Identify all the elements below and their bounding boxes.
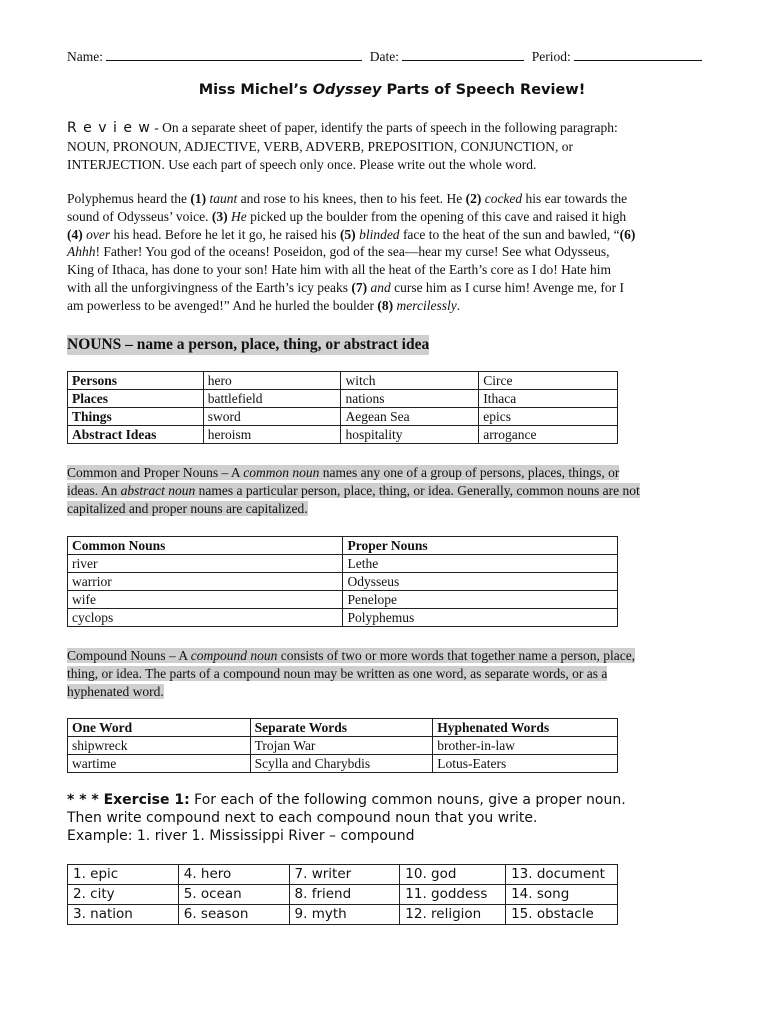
text-span: NOUN, PRONOUN, ADJECTIVE, VERB, ADVERB, PREPOSITION, CONJUNCTION, or bbox=[67, 138, 574, 154]
text-span: cocked bbox=[481, 191, 523, 206]
text-span: Then write compound next to each compound noun that you write. bbox=[67, 809, 538, 826]
text-span: Odysseus bbox=[343, 573, 618, 591]
text-span: face to the heat of the sun and bawled, “ bbox=[399, 226, 620, 242]
page-title bbox=[67, 82, 717, 98]
text-span: He bbox=[227, 208, 247, 224]
text-span: * * * Exercise 1: bbox=[67, 792, 190, 808]
text-span: Abstract Ideas bbox=[68, 426, 204, 444]
text-span: Trojan War bbox=[250, 737, 433, 755]
text-span: . bbox=[456, 297, 461, 313]
text-span: compound noun bbox=[190, 648, 278, 663]
text-span: Scylla and Charybdis bbox=[250, 755, 433, 773]
text-span: 2. city bbox=[68, 885, 179, 905]
text-span: 14. song bbox=[506, 885, 618, 905]
text-span: 7. writer bbox=[289, 865, 400, 885]
text-span: ideas. An bbox=[67, 482, 121, 498]
text-span: 5. ocean bbox=[178, 885, 289, 905]
text-span: (5) bbox=[339, 226, 356, 242]
text-span: names any one of a group of persons, places, things, or bbox=[319, 465, 620, 480]
text-span: 11. goddess bbox=[400, 885, 506, 905]
text-span: witch bbox=[341, 372, 479, 390]
text-span: (7) bbox=[351, 279, 368, 295]
text-span: curse him as I curse him! Avenge me, for I bbox=[390, 279, 624, 295]
period-label: Period: bbox=[531, 49, 571, 64]
text-span: warrior bbox=[68, 573, 343, 591]
text-span: river bbox=[68, 555, 343, 573]
table-row bbox=[68, 609, 618, 627]
text-span: Things bbox=[68, 408, 204, 426]
text-span: mercilessly bbox=[393, 297, 457, 313]
name-field[interactable] bbox=[106, 48, 362, 61]
text-span: nations bbox=[341, 390, 479, 408]
text-span: Penelope bbox=[343, 591, 618, 609]
text-span: Miss Michel’s bbox=[198, 82, 313, 98]
table-row bbox=[68, 865, 618, 885]
text-span: 4. hero bbox=[178, 865, 289, 885]
table-header-row bbox=[68, 537, 618, 555]
text-span: epics bbox=[479, 408, 618, 426]
table-row bbox=[68, 573, 618, 591]
text-span: 10. god bbox=[400, 865, 506, 885]
table-row bbox=[68, 905, 618, 925]
text-span: Odyssey bbox=[312, 82, 382, 98]
text-span: abstract noun bbox=[120, 482, 196, 498]
text-span: Common and Proper Nouns – A bbox=[67, 465, 244, 480]
date-field[interactable] bbox=[402, 48, 524, 61]
compound-description bbox=[67, 647, 727, 700]
table-row bbox=[68, 426, 618, 444]
text-span: One Word bbox=[68, 719, 251, 737]
text-span: (4) bbox=[67, 226, 83, 242]
text-span: ! Father! You god of the oceans! Poseidon, god of the sea—hear my curse! See what Odysseus, bbox=[95, 244, 610, 260]
text-span: shipwreck bbox=[68, 737, 251, 755]
exercise-table bbox=[67, 864, 618, 925]
text-span: blinded bbox=[355, 226, 400, 242]
text-span: - On a separate sheet of paper, identify the parts of speech in the following paragraph: bbox=[150, 120, 618, 135]
text-span: with all the unforgivingness of the Earth’s icy peaks bbox=[67, 279, 352, 295]
exercise-instructions bbox=[67, 792, 727, 845]
text-span: Common Nouns bbox=[68, 537, 343, 555]
table-row bbox=[68, 390, 618, 408]
text-span: Separate Words bbox=[250, 719, 433, 737]
text-span: common noun bbox=[243, 465, 320, 480]
text-span: cyclops bbox=[68, 609, 343, 627]
table-row bbox=[68, 372, 618, 390]
text-span: Lethe bbox=[343, 555, 618, 573]
text-span: 12. religion bbox=[400, 905, 506, 925]
text-span: Places bbox=[68, 390, 204, 408]
text-span: hyphenated word. bbox=[67, 683, 164, 699]
text-span: Lotus-Eaters bbox=[433, 755, 618, 773]
nouns-table bbox=[67, 371, 618, 444]
table-header-row bbox=[68, 719, 618, 737]
text-span: Example: 1. river 1. Mississippi River – compound bbox=[67, 827, 415, 844]
table-row bbox=[68, 591, 618, 609]
text-span: (6) bbox=[619, 226, 636, 242]
text-span: wartime bbox=[68, 755, 251, 773]
text-span: 3. nation bbox=[68, 905, 179, 925]
table-row bbox=[68, 737, 618, 755]
text-span: Ithaca bbox=[479, 390, 618, 408]
text-span: hero bbox=[203, 372, 341, 390]
text-span: names a particular person, place, thing, or idea. Generally, common nouns are not bbox=[195, 482, 640, 498]
text-span: 6. season bbox=[178, 905, 289, 925]
text-span: Persons bbox=[68, 372, 204, 390]
text-span: capitalized and proper nouns are capitalized. bbox=[67, 500, 308, 516]
period-field[interactable] bbox=[574, 48, 702, 61]
table-row bbox=[68, 755, 618, 773]
text-span: Circe bbox=[479, 372, 618, 390]
text-span: battlefield bbox=[203, 390, 341, 408]
text-span: thing, or idea. The parts of a compound noun may be written as one word, as separate words, or as a bbox=[67, 665, 608, 681]
text-span: (1) bbox=[190, 191, 207, 206]
text-span: taunt bbox=[206, 191, 238, 206]
text-span: (3) bbox=[211, 208, 228, 224]
nouns-heading: NOUNS – name a person, place, thing, or abstract idea bbox=[67, 336, 430, 353]
table-row bbox=[68, 885, 618, 905]
text-span: wife bbox=[68, 591, 343, 609]
text-span: (8) bbox=[377, 297, 394, 313]
text-span: picked up the boulder from the opening of this cave and raised it high bbox=[246, 208, 627, 224]
name-label: Name: bbox=[67, 49, 103, 64]
text-span: Polyphemus bbox=[343, 609, 618, 627]
text-span: Proper Nouns bbox=[343, 537, 618, 555]
common-proper-table bbox=[67, 536, 618, 627]
text-span: 9. myth bbox=[289, 905, 400, 925]
text-span: and bbox=[367, 279, 391, 295]
review-instructions bbox=[67, 119, 727, 173]
header-fields bbox=[67, 48, 717, 65]
text-span: his ear towards the bbox=[522, 191, 628, 206]
text-span: sword bbox=[203, 408, 341, 426]
odyssey-paragraph bbox=[67, 190, 727, 315]
text-span: Compound Nouns – A bbox=[67, 648, 191, 663]
text-span: INTERJECTION. Use each part of speech only once. Please write out the whole word. bbox=[67, 156, 537, 172]
text-span: King of Ithaca, has done to your son! Hate him with all the heat of the Earth’s core as I do! Hate him bbox=[67, 262, 611, 278]
text-span: Aegean Sea bbox=[341, 408, 479, 426]
text-span: (2) bbox=[465, 191, 482, 206]
text-span: Polyphemus heard the bbox=[67, 191, 191, 206]
text-span: Ahhh bbox=[67, 244, 96, 260]
text-span: and rose to his knees, then to his feet. He bbox=[237, 191, 466, 206]
text-span: am powerless to be avenged!” And he hurled the boulder bbox=[67, 297, 378, 313]
text-span: arrogance bbox=[479, 426, 618, 444]
text-span: heroism bbox=[203, 426, 341, 444]
text-span: 15. obstacle bbox=[506, 905, 618, 925]
text-span: consists of two or more words that together name a person, place, bbox=[277, 648, 636, 663]
text-span: Hyphenated Words bbox=[433, 719, 618, 737]
common-proper-description bbox=[67, 464, 727, 517]
compound-nouns-table bbox=[67, 718, 618, 773]
text-span: brother-in-law bbox=[433, 737, 618, 755]
table-row bbox=[68, 408, 618, 426]
text-span: hospitality bbox=[341, 426, 479, 444]
text-span: Parts of Speech Review! bbox=[381, 82, 586, 98]
table-row bbox=[68, 555, 618, 573]
text-span: over bbox=[82, 226, 111, 242]
text-span: sound of Odysseus’ voice. bbox=[67, 208, 212, 224]
text-span: 13. document bbox=[506, 865, 618, 885]
text-span: R e v i e w bbox=[67, 120, 151, 136]
text-span: 1. epic bbox=[68, 865, 179, 885]
text-span: his head. Before he let it go, he raised his bbox=[110, 226, 340, 242]
date-label: Date: bbox=[369, 49, 399, 64]
text-span: 8. friend bbox=[289, 885, 400, 905]
text-span: For each of the following common nouns, give a proper noun. bbox=[189, 792, 626, 808]
